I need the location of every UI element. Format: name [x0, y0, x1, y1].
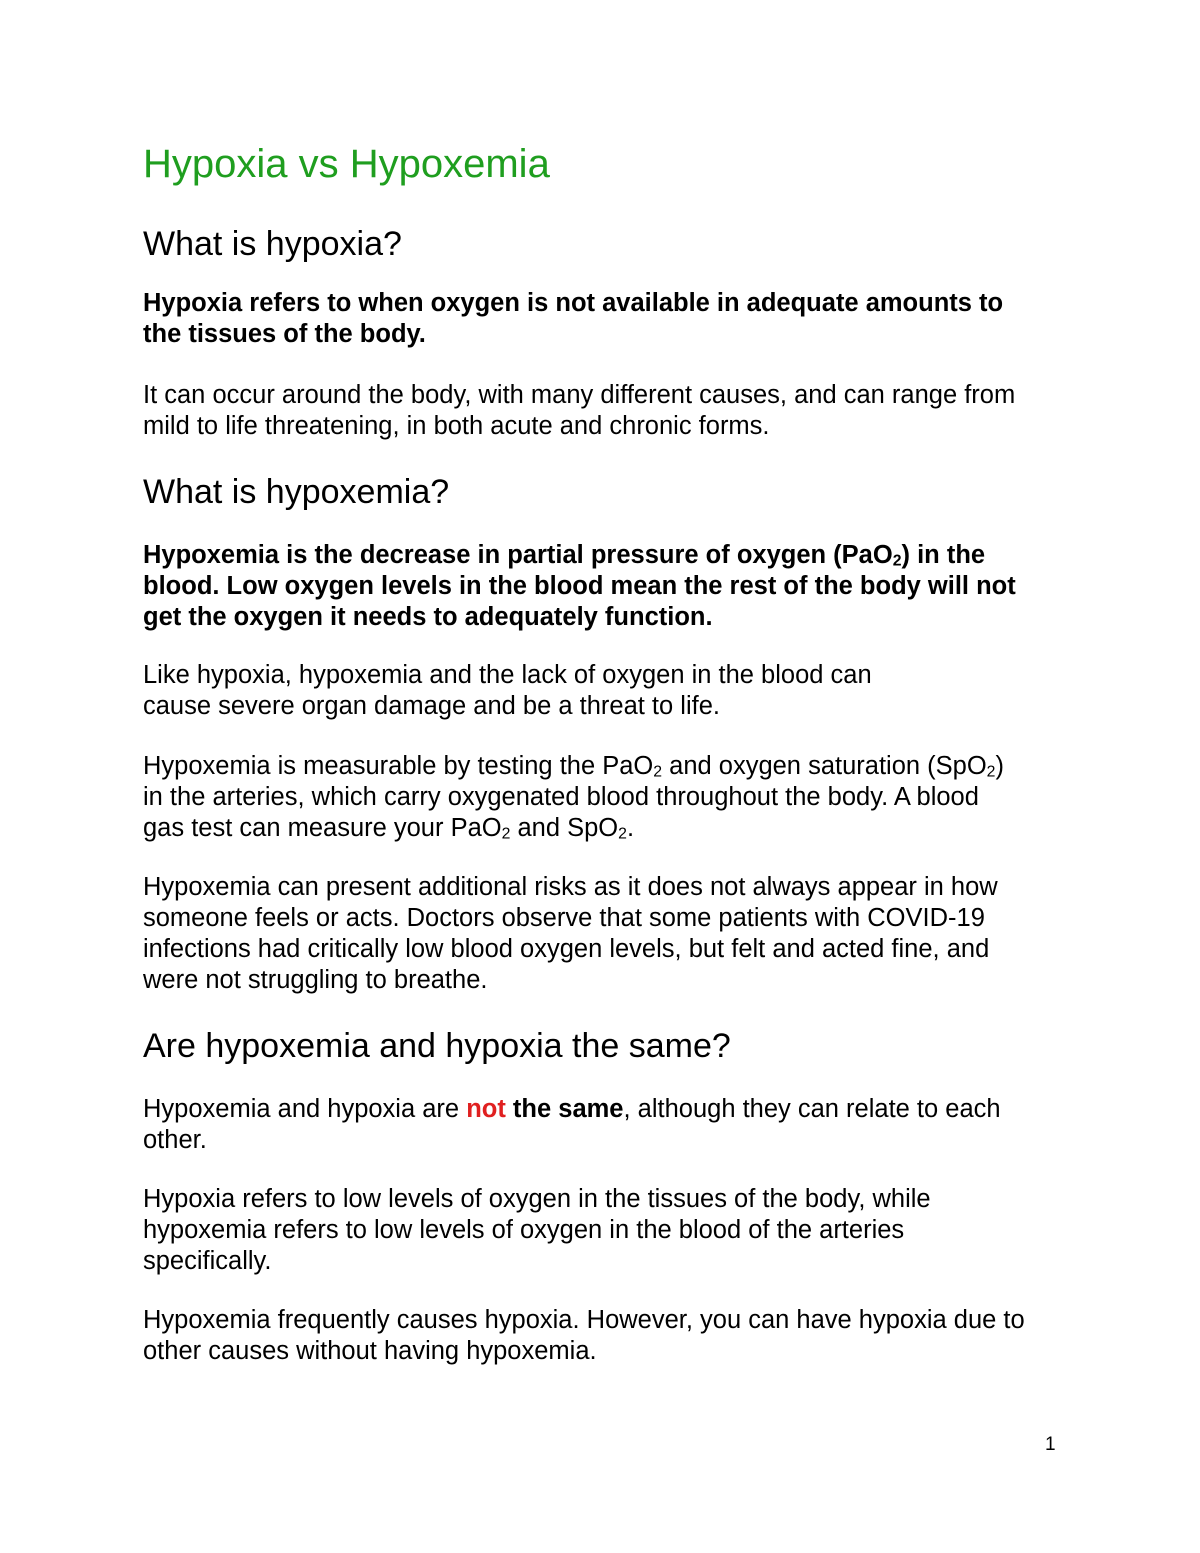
page-number: 1 — [1045, 1434, 1056, 1455]
text-run: , although they can relate to each — [623, 1095, 1001, 1123]
hypoxemia-paragraph-2 — [143, 751, 1063, 844]
text-run: and SpO — [510, 814, 619, 842]
text-line: hypoxemia refers to low levels of oxygen in the blood of the arteries — [143, 1216, 905, 1244]
text-run: gas test can measure your PaO — [143, 814, 502, 842]
hypoxemia-definition — [143, 540, 1063, 633]
text-line — [143, 541, 985, 569]
hypoxemia-paragraph-3 — [143, 872, 1063, 996]
text-line: Hypoxia refers to low levels of oxygen in the tissues of the body, while — [143, 1185, 931, 1213]
text-line: other. — [143, 1126, 207, 1154]
text-line: were not struggling to breathe. — [143, 966, 488, 994]
subscript: 2 — [892, 552, 902, 570]
same-paragraph-1 — [143, 1094, 1063, 1156]
document-title: Hypoxia vs Hypoxemia — [143, 142, 550, 186]
text-line: Hypoxia refers to when oxygen is not available in adequate amounts to — [143, 289, 1004, 317]
subscript: 2 — [618, 825, 627, 843]
text-line: specifically. — [143, 1247, 272, 1275]
text-run: . — [626, 814, 635, 842]
same-paragraph-2 — [143, 1184, 1063, 1277]
text-line: Hypoxemia frequently causes hypoxia. However, you can have hypoxia due to — [143, 1306, 1025, 1334]
text-line: other causes without having hypoxemia. — [143, 1337, 597, 1365]
text-line: infections had critically low blood oxygen levels, but felt and acted fine, and — [143, 935, 990, 963]
subscript: 2 — [653, 763, 663, 781]
heading-what-is-hypoxia: What is hypoxia? — [143, 225, 402, 263]
emphasis-not: not — [466, 1095, 506, 1123]
heading-are-they-the-same: Are hypoxemia and hypoxia the same? — [143, 1027, 731, 1065]
text-run: ) in the — [901, 541, 986, 569]
text-line: Hypoxemia can present additional risks as it does not always appear in how — [143, 873, 998, 901]
heading-what-is-hypoxemia: What is hypoxemia? — [143, 473, 450, 511]
text-line: blood. Low oxygen levels in the blood mean the rest of the body will not — [143, 572, 1016, 600]
text-run: Hypoxemia and hypoxia are — [143, 1095, 467, 1123]
hypoxia-definition — [143, 288, 1063, 350]
text-line: Like hypoxia, hypoxemia and the lack of oxygen in the blood can — [143, 661, 872, 689]
text-run: and oxygen saturation (SpO — [662, 752, 987, 780]
text-run: ) — [995, 752, 1004, 780]
emphasis-the-same: the same — [505, 1095, 624, 1123]
text-line: the tissues of the body. — [143, 320, 426, 348]
text-line: cause severe organ damage and be a threat to life. — [143, 692, 720, 720]
text-line — [143, 1095, 1001, 1123]
text-run: Hypoxemia is measurable by testing the PaO — [143, 752, 654, 780]
subscript: 2 — [986, 763, 996, 781]
hypoxia-paragraph — [143, 380, 1063, 442]
text-line: get the oxygen it needs to adequately function. — [143, 603, 713, 631]
text-line: someone feels or acts. Doctors observe that some patients with COVID-19 — [143, 904, 985, 932]
text-line: It can occur around the body, with many different causes, and can range from — [143, 381, 1016, 409]
text-line: in the arteries, which carry oxygenated blood throughout the body. A blood — [143, 783, 979, 811]
text-run: Hypoxemia is the decrease in partial pressure of oxygen (PaO — [143, 541, 893, 569]
subscript: 2 — [501, 825, 511, 843]
hypoxemia-paragraph-1 — [143, 660, 1063, 722]
same-paragraph-3 — [143, 1305, 1063, 1367]
text-line: mild to life threatening, in both acute and chronic forms. — [143, 412, 770, 440]
text-line — [143, 752, 1004, 780]
text-line — [143, 814, 634, 842]
